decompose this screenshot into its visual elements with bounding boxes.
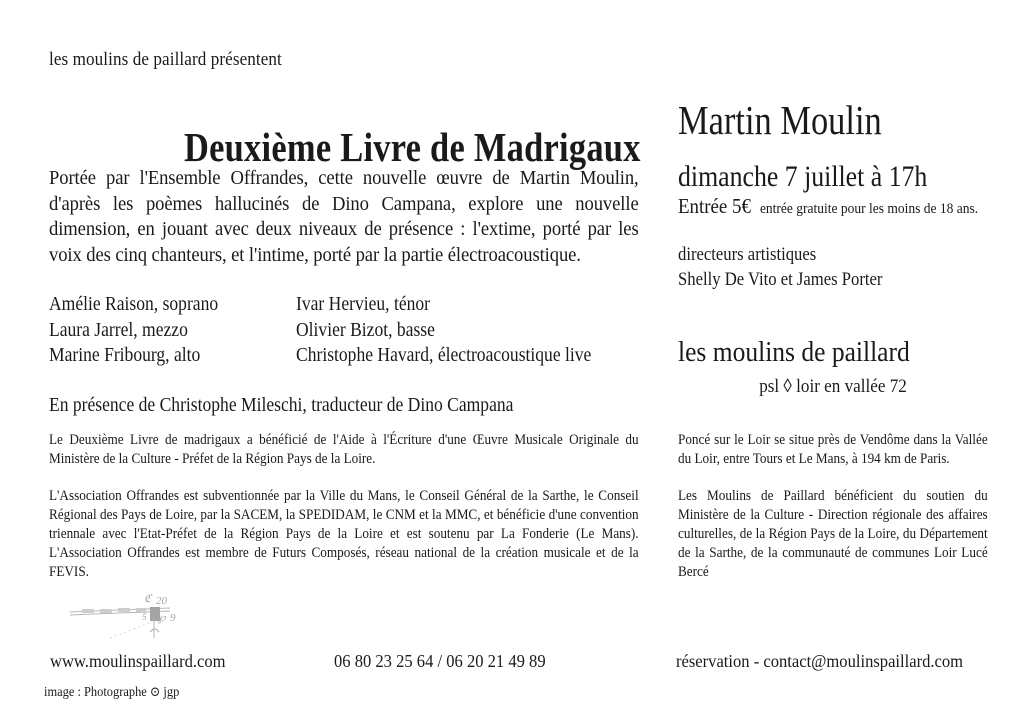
image-credit: image : Photographe ⊙ jgp: [44, 684, 180, 699]
svg-text:9: 9: [170, 612, 176, 624]
cast-performer-left: Amélie Raison, soprano: [49, 294, 219, 315]
work-description-text: Portée par l'Ensemble Offrandes, cette nouvelle œuvre de Martin Moulin, d'après les poèmes hallucinés de Dino Campana, explore une nouvelle dimension, en jouant avec deux niveaux de présence : l'extime, porté par les voix des cinq chanteurs, et l'intime, porté par la partie électroacoustique.: [49, 167, 639, 266]
location-note-text: Poncé sur le Loir se situe près de Vendôme dans la Vallée du Loir, entre Tours et Le Mans, à 194 km de Paris.: [678, 432, 988, 467]
venue-brand-subtitle-text: psl ◊ loir en vallée 72: [759, 376, 907, 397]
venue-brand: [678, 333, 988, 371]
funding-note-grant-text: Le Deuxième Livre de madrigaux a bénéficié de l'Aide à l'Écriture d'une Œuvre Musicale Originale du Ministère de la Culture - Préfet de la Région Pays de la Loire.: [49, 432, 639, 467]
svg-text:ℭ: ℭ: [144, 593, 152, 605]
cast-performer-right: Christophe Havard, électroacoustique live: [296, 345, 592, 366]
artistic-directors-label: directeurs artistiques: [678, 245, 817, 265]
price-note: entrée gratuite pour les moins de 18 ans.: [759, 201, 979, 217]
funding-note-grant: [49, 431, 639, 469]
venue-brand-text: les moulins de paillard: [678, 336, 910, 368]
guest-presence-line: En présence de Christophe Mileschi, traducteur de Dino Campana: [49, 395, 514, 416]
venue-brand-subtitle: [678, 374, 988, 400]
work-description: [49, 166, 639, 268]
artistic-directors-names: Shelly De Vito et James Porter: [678, 270, 883, 290]
funding-note-association: [49, 487, 639, 582]
cast-performer-right: Ivar Hervieu, ténor: [296, 294, 431, 315]
location-note: [678, 431, 988, 469]
cast-performer-left: Marine Fribourg, alto: [49, 345, 201, 366]
presenter-line: les moulins de paillard présentent: [49, 49, 282, 70]
event-date: dimanche 7 juillet à 17h: [678, 160, 928, 193]
svg-text:20: 20: [156, 595, 167, 607]
email-link[interactable]: réservation - contact@moulinspaillard.com: [676, 651, 964, 671]
page-title: [49, 123, 641, 171]
cast-performer-right: Olivier Bizot, basse: [296, 319, 435, 341]
composer-name: Martin Moulin: [678, 97, 882, 143]
support-note: [678, 487, 988, 582]
svg-text:℘: ℘: [158, 612, 166, 624]
funding-note-association-text: L'Association Offrandes est subventionnée par la Ville du Mans, le Conseil Général de la Sarthe, le Conseil Régional des Pays de Loire, par la SACEM, la SPEDIDAM, le CNM et la MMC, et bénéficie d'une convention triennale avec l'Etat-Préfet de la Région Pays de la Loire et est soutenu par La Fonderie (Le Mans). L'Association Offrandes est membre de Futurs Composés, réseau national de la création musicale et de la FEVIS.: [49, 488, 639, 580]
cast-row: [49, 343, 641, 369]
cast-row: [49, 318, 641, 344]
page-title-text: Deuxième Livre de Madrigaux: [184, 124, 641, 171]
support-note-text: Les Moulins de Paillard bénéficient du soutien du Ministère de la Culture - Direction régionale des affaires culturelles, de la Région Pays de la Loire, du Département de la Sarthe, de la communauté de communes Loir Lucé Bercé: [678, 488, 988, 580]
phone-numbers: 06 80 23 25 64 / 06 20 21 49 89: [334, 651, 546, 671]
cast-row: [49, 292, 641, 318]
artistic-directors: [678, 243, 905, 293]
price-amount: Entrée 5€: [678, 194, 751, 218]
cast-performer-left: Laura Jarrel, mezzo: [49, 319, 188, 341]
svg-text:5: 5: [142, 612, 147, 622]
windmill-sketch-icon: [66, 588, 198, 646]
cast-list: [49, 292, 641, 369]
website-link[interactable]: www.moulinspaillard.com: [50, 651, 226, 671]
price-line: [678, 194, 978, 221]
